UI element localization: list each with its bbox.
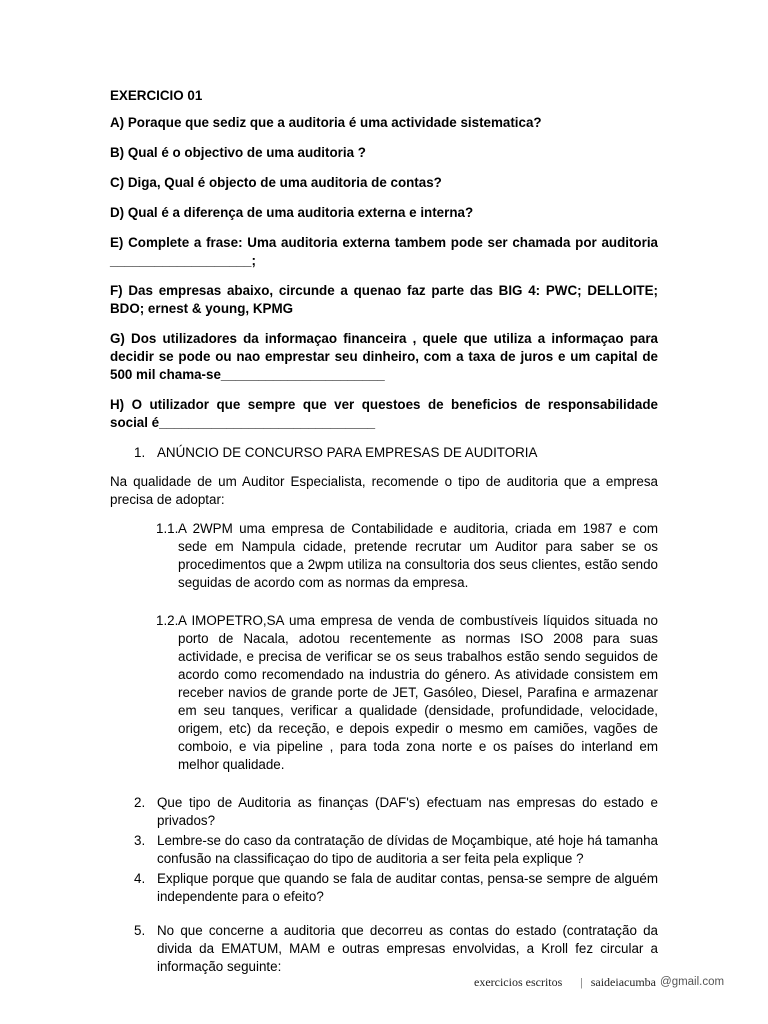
list-item-number: 4. [134, 871, 146, 886]
footer-author: saideiacumba [590, 975, 657, 989]
list-item-text: Lembre-se do caso da contratação de dívidas de Moçambique, até hoje há tamanha confusão na classificaçao do tipo de auditoria a ser feita pela explique ? [157, 833, 658, 866]
list-item-2 [110, 794, 658, 830]
list-item-number: 5. [134, 923, 146, 938]
footer-label: exercicios escritos [474, 975, 563, 989]
subitem-1-2 [156, 612, 658, 774]
exercise-title: EXERCICIO 01 [110, 88, 203, 103]
page-footer [474, 973, 724, 991]
list-item-text: No que concerne a auditoria que decorreu as contas do estado (contratação da divida da EMATUM, MAM e outras empresas envolvidas, a Kroll fez circular a informação seguinte: [157, 923, 658, 974]
subitem-text: A 2WPM uma empresa de Contabilidade e auditoria, criada em 1987 e com sede em Nampula cidade, pretende recrutar um Auditor para saber se os procedimentos que a 2wpm utiliza na consultoria dos seus clientes, estão sendo seguidas de acordo com as normas da empresa. [178, 521, 658, 590]
footer-separator: | [580, 975, 583, 989]
question-a: A) Poraque que sediz que a auditoria é uma actividade sistematica? [110, 115, 542, 130]
list-item-text: Que tipo de Auditoria as finanças (DAF's) efectuam nas empresas do estado e privados? [157, 795, 658, 828]
list-item-number: 2. [134, 795, 146, 810]
question-g: G) Dos utilizadores da informaçao financeira , quele que utiliza a informaçao para decidir se pode ou nao emprestar seu dinheiro, com a taxa de juros e um capital de 500 mil chama-se______________________ [110, 331, 658, 382]
section-1-title: ANÚNCIO DE CONCURSO PARA EMPRESAS DE AUDITORIA [157, 445, 538, 460]
list-item-3 [110, 832, 658, 868]
question-c: C) Diga, Qual é objecto de uma auditoria de contas? [110, 175, 442, 190]
list-item-5 [110, 922, 658, 976]
question-e: E) Complete a frase: Uma auditoria externa tambem pode ser chamada por auditoria ___________________; [110, 235, 658, 268]
list-item-text: Explique porque que quando se fala de auditar contas, pensa-se sempre de alguém independente para o efeito? [157, 871, 658, 904]
subitem-1-1 [156, 520, 658, 592]
question-f: F) Das empresas abaixo, circunde a quenao faz parte das BIG 4: PWC; DELLOITE; BDO; ernest & young, KPMG [110, 283, 658, 316]
document-body [110, 87, 658, 976]
list-item-4 [110, 870, 658, 906]
section-1-heading [110, 444, 658, 462]
question-d: D) Qual é a diferença de uma auditoria externa e interna? [110, 205, 474, 220]
subitem-number: 1.1. [156, 521, 179, 536]
footer-email: @gmail.com [660, 976, 725, 988]
list-item-number: 3. [134, 833, 146, 848]
section-1-number: 1. [134, 445, 146, 460]
subitem-number: 1.2. [156, 613, 179, 628]
subitem-text: A IMOPETRO,SA uma empresa de venda de combustíveis líquidos situada no porto de Nacala, adotou recentemente as normas ISO 2008 para suas actividade, e precisa de verificar se os seus trabalhos estão sendo seguidos de acordo como recomendado na industria do género. As atividade consistem em receber navios de grande porte de JET, Gasóleo, Diesel, Parafina e armazenar em seu tanques, verificar a qualidade (densidade, profundidade, velocidade, origem, etc) da receção, e depois expedir o mesmo em camiões, vagões de comboio, e via pipeline , para toda zona norte e os países do interland em melhor qualidade. [178, 613, 658, 772]
question-h: H) O utilizador que sempre que ver questoes de beneficios de responsabilidade social é_____________________________ [110, 397, 658, 430]
section-1-intro: Na qualidade de um Auditor Especialista, recomende o tipo de auditoria que a empresa precisa de adoptar: [110, 474, 658, 507]
question-b: B) Qual é o objectivo de uma auditoria ? [110, 145, 366, 160]
